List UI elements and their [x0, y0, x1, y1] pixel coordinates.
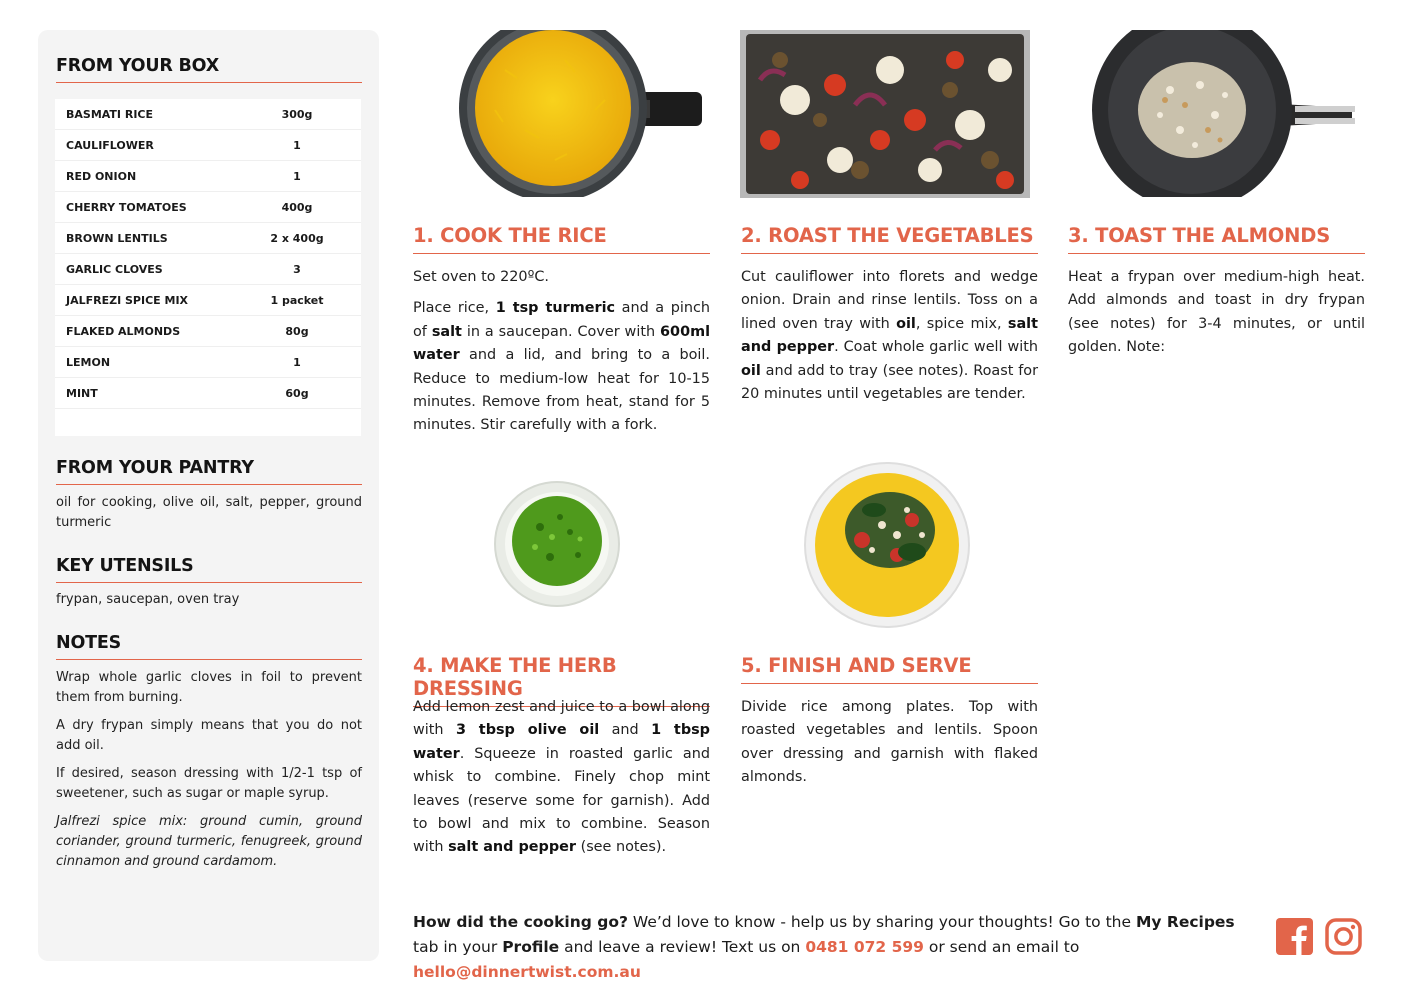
facebook-icon[interactable]: [1276, 918, 1313, 955]
feedback-question: How did the cooking go?: [413, 913, 628, 931]
step-3-title: 3. TOAST THE ALMONDS: [1068, 224, 1365, 254]
from-your-box-heading: FROM YOUR BOX: [56, 56, 362, 83]
step-1-rice-text: Place rice, 1 tsp turmeric and a pinch of salt in a saucepan. Cover with 600ml water and a lid, and bring to a boil. Reduce to medium-low heat for 10-15 minutes. Remove from heat, stand for 5 minutes. Stir carefully with a fork.: [413, 300, 711, 434]
from-your-pantry-heading: FROM YOUR PANTRY: [56, 458, 362, 485]
step-1-title: 1. COOK THE RICE: [413, 224, 710, 254]
ingredient-quantity: 300g: [281, 107, 313, 121]
ingredient-row: [55, 285, 361, 316]
ingredient-name: LEMON: [66, 355, 111, 369]
phone-link[interactable]: 0481 072 599: [805, 938, 924, 956]
ingredients-sidebar: [38, 30, 379, 961]
ingredient-quantity: 80g: [285, 324, 309, 338]
note-item: Wrap whole garlic cloves in foil to prevent them from burning.: [56, 670, 362, 705]
key-utensils-heading: KEY UTENSILS: [56, 556, 362, 583]
feedback-footer: How did the cooking go? We’d love to know - help us by sharing your thoughts! Go to the My Recipes tab in your Profile and leave a review! Text us on 0481 072 599 or send an email to hello@dinnertwist.com.au: [413, 913, 1235, 981]
step-1-body: [413, 266, 710, 446]
pantry-text: oil for cooking, olive oil, salt, pepper, ground turmeric: [56, 495, 362, 530]
step-4-title: 4. MAKE THE HERB DRESSING: [413, 654, 710, 707]
note-item: A dry frypan simply means that you do not add oil.: [56, 718, 362, 753]
ingredient-quantity: 3: [293, 262, 301, 276]
step-4-body: Add lemon zest and juice to a bowl along with 3 tbsp olive oil and 1 tbsp water. Squeeze in roasted garlic and whisk to combine. Finely chop mint leaves (reserve some for garnish). Add to bowl and mix to combine. Season with salt and pepper (see notes).: [413, 699, 710, 856]
ingredient-row: [55, 347, 361, 378]
ingredient-row: [55, 192, 361, 223]
ingredient-row: [55, 161, 361, 192]
ingredient-quantity: 1: [293, 138, 301, 152]
ingredient-quantity: 1: [293, 169, 301, 183]
ingredient-name: BASMATI RICE: [66, 107, 154, 121]
ingredient-name: CHERRY TOMATOES: [66, 200, 187, 214]
ingredient-row: [55, 316, 361, 347]
step-2-body: Cut cauliflower into florets and wedge onion. Drain and rinse lentils. Toss on a lined oven tray with oil, spice mix, salt and pepper. Coat whole garlic well with oil and add to tray (see notes). Roast for 20 minutes until vegetables are tender.: [741, 269, 1038, 403]
ingredient-row: [55, 378, 361, 409]
notes-heading: NOTES: [56, 633, 362, 660]
ingredient-quantity: 400g: [281, 200, 313, 214]
almonds-frypan-photo: [1090, 30, 1358, 200]
finished-dish-plate-photo: [802, 460, 972, 630]
herb-dressing-bowl-photo: [490, 477, 624, 611]
step-5-body: Divide rice among plates. Top with roasted vegetables and lentils. Spoon over dressing and garnish with flaked almonds.: [741, 699, 1038, 786]
ingredient-row: [55, 99, 361, 130]
ingredients-table: [55, 99, 361, 436]
note-item-spice-mix: Jalfrezi spice mix: ground cumin, ground coriander, ground turmeric, fenugreek, ground cinnamon and ground cardamom.: [56, 814, 362, 869]
ingredient-quantity: 60g: [285, 386, 309, 400]
ingredient-name: MINT: [66, 386, 98, 400]
rice-saucepan-photo: [455, 30, 705, 200]
note-item: If desired, season dressing with 1/2-1 tsp of sweetener, such as sugar or maple syrup.: [56, 766, 362, 801]
profile-label: Profile: [502, 938, 560, 956]
my-recipes-label: My Recipes: [1135, 913, 1235, 931]
utensils-text: frypan, saucepan, oven tray: [56, 592, 240, 607]
step-1-oven-text: Set oven to 220ºC.: [413, 269, 549, 285]
step-3-body: Heat a frypan over medium-high heat. Add almonds and toast in dry frypan (see notes) for 3-4 minutes, or until golden. Note:: [1068, 269, 1365, 356]
instagram-icon[interactable]: [1325, 918, 1362, 955]
ingredient-quantity: 1: [293, 355, 301, 369]
ingredient-name: JALFREZI SPICE MIX: [66, 293, 189, 307]
ingredient-name: GARLIC CLOVES: [66, 262, 163, 276]
step-2-title: 2. ROAST THE VEGETABLES: [741, 224, 1038, 254]
roasted-vegetables-tray-photo: [740, 30, 1030, 198]
ingredient-quantity: 1 packet: [270, 293, 324, 307]
ingredient-quantity: 2 x 400g: [270, 231, 324, 245]
step-5-title: 5. FINISH AND SERVE: [741, 654, 1038, 684]
ingredient-name: BROWN LENTILS: [66, 231, 168, 245]
ingredient-row: [55, 254, 361, 285]
ingredient-name: RED ONION: [66, 169, 137, 183]
ingredient-name: CAULIFLOWER: [66, 138, 154, 152]
ingredient-row: [55, 130, 361, 161]
ingredient-row: [55, 223, 361, 254]
ingredient-name: FLAKED ALMONDS: [66, 324, 181, 338]
email-link[interactable]: hello@dinnertwist.com.au: [413, 963, 641, 981]
